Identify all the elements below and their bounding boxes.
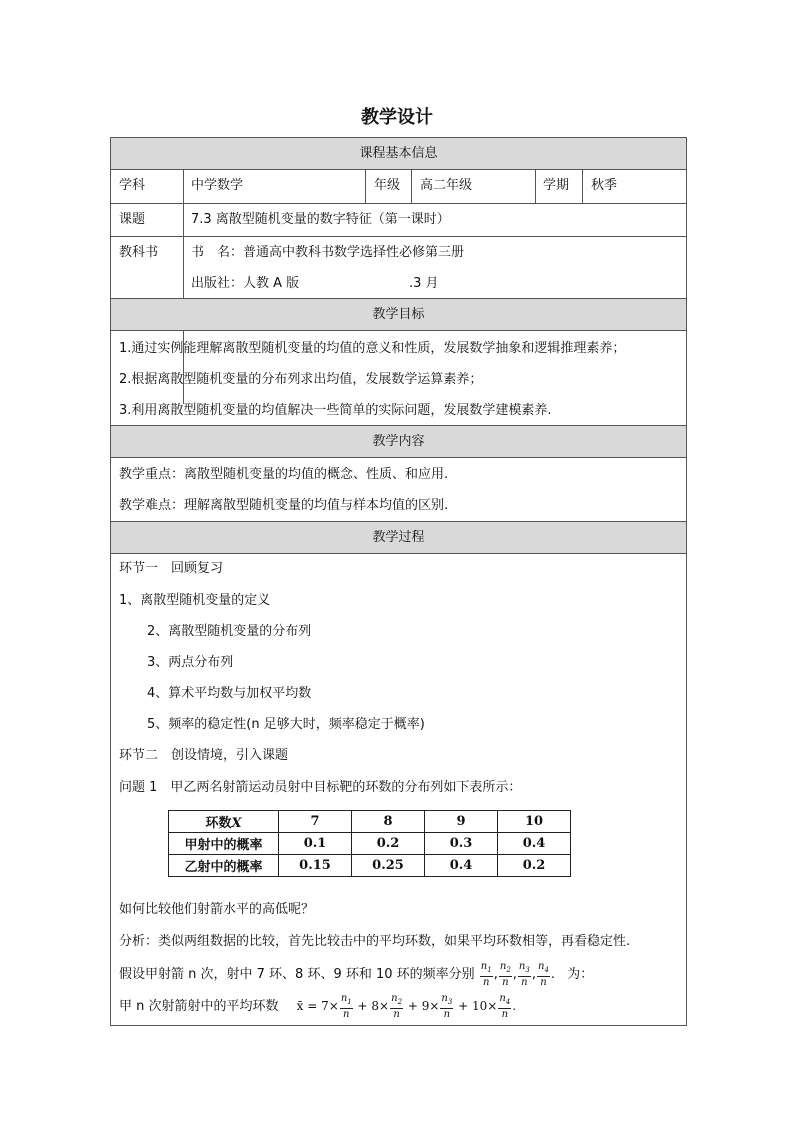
- analysis-text: 分析：类似两组数据的比较，首先比较击中的平均环数，如果平均环数相等，再看稳定性.: [119, 934, 631, 949]
- section-process: 教学过程: [111, 522, 686, 554]
- review-item: 1、离散型随机变量的定义: [119, 593, 271, 608]
- assumption-line: [119, 961, 593, 988]
- divider: [411, 170, 412, 203]
- fraction: $\frac{n_1}{n}$: [480, 961, 492, 988]
- mean-line: [119, 993, 516, 1020]
- grade-value: 高二年级: [420, 178, 473, 193]
- mean-formula: x̄ = 7× $\frac{n_1}{n}$ + 8× $\frac{n_2}{n}$ + 9× $\frac{n_3}{n}$ + 10× $\frac{n_4}{n}$ .: [296, 993, 517, 1020]
- fraction: $\frac{n_4}{n}$: [537, 961, 549, 988]
- grade-label: 年级: [374, 178, 401, 193]
- table-cell: 0.4: [425, 855, 498, 877]
- mean-text: 甲 n 次射箭射中的平均环数: [119, 999, 279, 1014]
- lesson-plan-table: [110, 137, 687, 1026]
- row-label: 乙射中的概率: [169, 855, 279, 877]
- fraction: $\frac{n_1}{n}$: [340, 993, 352, 1020]
- publish-date: .3 月: [409, 276, 439, 291]
- term-label: 学期: [543, 178, 570, 193]
- objective-item: 1.通过实例能理解离散型随机变量的均值的意义和性质，发展数学抽象和逻辑推理素养；: [119, 341, 626, 356]
- row-label: 甲射中的概率: [169, 833, 279, 855]
- section-objectives: 教学目标: [111, 299, 686, 331]
- assumption-text: 假设甲射箭 n 次，射中 7 环、8 环、9 环和 10 环的频率分别: [119, 967, 475, 982]
- publisher: 出版社：人教 A 版: [191, 276, 300, 291]
- table-cell: 0.15: [279, 855, 352, 877]
- topic-label: 课题: [119, 212, 146, 227]
- divider: [535, 170, 536, 203]
- header-label: 环数: [205, 816, 232, 831]
- label-column-divider: [183, 170, 184, 404]
- divider: [365, 170, 366, 203]
- document-title: 教学设计: [361, 107, 433, 128]
- topic-value: 7.3 离散型随机变量的数字特征（第一课时）: [191, 212, 450, 227]
- table-cell: 0.1: [279, 833, 352, 855]
- table-header-cell: 9: [425, 811, 498, 833]
- table-header-cell: 8: [352, 811, 425, 833]
- subject-label: 学科: [119, 178, 146, 193]
- stage-2-heading: 环节二 创设情境，引入课题: [119, 748, 289, 763]
- table-row: [169, 833, 571, 855]
- book-name: 书 名：普通高中教科书数学选择性必修第三册: [191, 245, 465, 260]
- compare-question: 如何比较他们射箭水平的高低呢？: [119, 902, 315, 917]
- term-value: 秋季: [591, 178, 618, 193]
- table-header-cell: 7: [279, 811, 352, 833]
- table-cell: 0.2: [352, 833, 425, 855]
- objective-item: 3.利用离散型随机变量的均值解决一些简单的实际问题，发展数学建模素养.: [119, 403, 552, 418]
- review-item: 2、离散型随机变量的分布列: [147, 624, 312, 639]
- table-header-row: [169, 811, 571, 833]
- review-item: 3、两点分布列: [147, 655, 234, 670]
- assumption-end: 为：: [567, 967, 594, 982]
- objective-item: 2.根据离散型随机变量的分布列求出均值，发展数学运算素养；: [119, 372, 483, 387]
- row-divider: [111, 236, 686, 237]
- fraction: $\frac{n_2}{n}$: [391, 993, 403, 1020]
- difficulty-point: 教学难点：理解离散型随机变量的均值与样本均值的区别.: [119, 498, 449, 513]
- divider: [582, 170, 583, 203]
- fraction: $\frac{n_4}{n}$: [499, 993, 511, 1020]
- review-item: 5、频率的稳定性(n 足够大时，频率稳定于概率): [147, 717, 425, 732]
- question-1: 问题 1 甲乙两名射箭运动员射中目标靶的环数的分布列如下表所示：: [119, 780, 522, 795]
- table-cell: 0.4: [498, 833, 571, 855]
- frequency-fractions: $\frac{n_1}{n}$ , $\frac{n_2}{n}$ , $\frac{n_3}{n}$ , $\frac{n_4}{n}$ .: [480, 961, 556, 988]
- section-content: 教学内容: [111, 426, 686, 458]
- fraction: $\frac{n_2}{n}$: [499, 961, 511, 988]
- distribution-table: [168, 810, 571, 877]
- table-cell: 0.2: [498, 855, 571, 877]
- table-header-cell: [169, 811, 279, 833]
- stage-1-heading: 环节一 回顾复习: [119, 561, 224, 576]
- review-item: 4、算术平均数与加权平均数: [147, 686, 312, 701]
- table-row: [169, 855, 571, 877]
- textbook-label: 教科书: [119, 245, 159, 260]
- fraction: $\frac{n_3}{n}$: [441, 993, 453, 1020]
- header-variable: X: [231, 816, 242, 831]
- table-header-cell: 10: [498, 811, 571, 833]
- table-cell: 0.3: [425, 833, 498, 855]
- row-divider: [111, 203, 686, 204]
- section-basic-info: 课程基本信息: [111, 138, 686, 170]
- key-point: 教学重点：离散型随机变量的均值的概念、性质、和应用.: [119, 467, 449, 482]
- table-cell: 0.25: [352, 855, 425, 877]
- fraction: $\frac{n_3}{n}$: [518, 961, 530, 988]
- subject-value: 中学数学: [191, 178, 244, 193]
